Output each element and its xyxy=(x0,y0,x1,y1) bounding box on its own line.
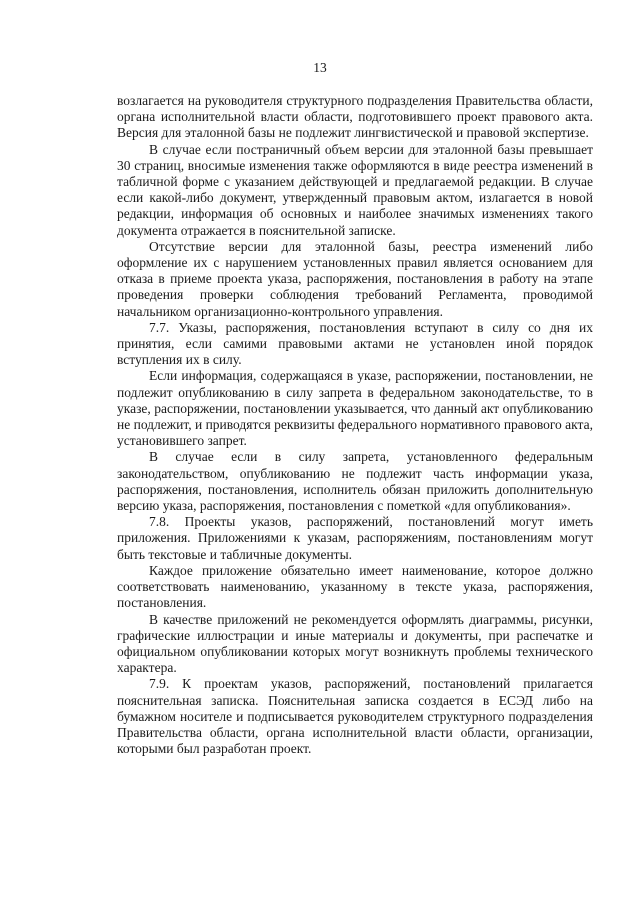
paragraph-missing-version: Отсутствие версии для эталонной базы, реестра изменений либо оформление их с нарушением установленных правил является основанием для отказа в приеме проекта указа, распоряжения, постановления в работу на этапе проведения проверки соблюдения требований Регламента, проводимой начальником организационно-контрольного управления. xyxy=(117,238,593,319)
paragraph-partial-ban: В случае если в силу запрета, установленного федеральным законодательством, опубликованию не подлежит часть информации указа, распоряжения, постановления, исполнитель обязан приложить дополнительную версию указа, распоряжения, постановления с пометкой «для опубликования». xyxy=(117,449,593,514)
paragraph-7-9: 7.9. К проектам указов, распоряжений, постановлений прилагается пояснительная записка. Пояснительная записка создается в ЕСЭД либо на бумажном носителе и подписывается руководителем структурного подразделения Правительства области, органа исполнительной власти области, организации, которыми был разработан проект. xyxy=(117,676,593,757)
paragraph-attachment-name: Каждое приложение обязательно имеет наименование, которое должно соответствовать наименованию, указанному в тексте указа, распоряжения, постановления. xyxy=(117,562,593,611)
document-body xyxy=(117,93,593,757)
paragraph-page-volume: В случае если постраничный объем версии для эталонной базы превышает 30 страниц, вносимые изменения также оформляются в виде реестра изменений в табличной форме с указанием действующей и предлагаемой редакции. В случае если какой-либо документ, утвержденный правовым актом, излагается в новой редакции, информация об основных и наиболее значимых изменениях такого документа отражается в пояснительной записке. xyxy=(117,141,593,238)
paragraph-attachment-restrictions: В качестве приложений не рекомендуется оформлять диаграммы, рисунки, графические иллюстрации и иные материалы и документы, при распечатке и официальном опубликовании которых могут возникнуть проблемы технического характера. xyxy=(117,611,593,676)
paragraph-7-7: 7.7. Указы, распоряжения, постановления вступают в силу со дня их принятия, если самими правовыми актами не установлен иной порядок вступления их в силу. xyxy=(117,319,593,368)
paragraph-publication-ban: Если информация, содержащаяся в указе, распоряжении, постановлении, не подлежит опубликованию в силу запрета в федеральном законодательстве, то в указе, распоряжении, постановлении указывается, что данный акт опубликованию не подлежит, и приводятся реквизиты федерального нормативного правового акта, установившего запрет. xyxy=(117,368,593,449)
page-number: 13 xyxy=(313,60,327,75)
paragraph-7-8: 7.8. Проекты указов, распоряжений, постановлений могут иметь приложения. Приложениями к указам, распоряжениям, постановлениям могут быть текстовые и табличные документы. xyxy=(117,514,593,562)
paragraph-continuation: возлагается на руководителя структурного подразделения Правительства области, органа исполнительной власти области, подготовившего проект правового акта. Версия для эталонной базы не подлежит лингвистической и правовой экспертизе. xyxy=(117,93,593,141)
